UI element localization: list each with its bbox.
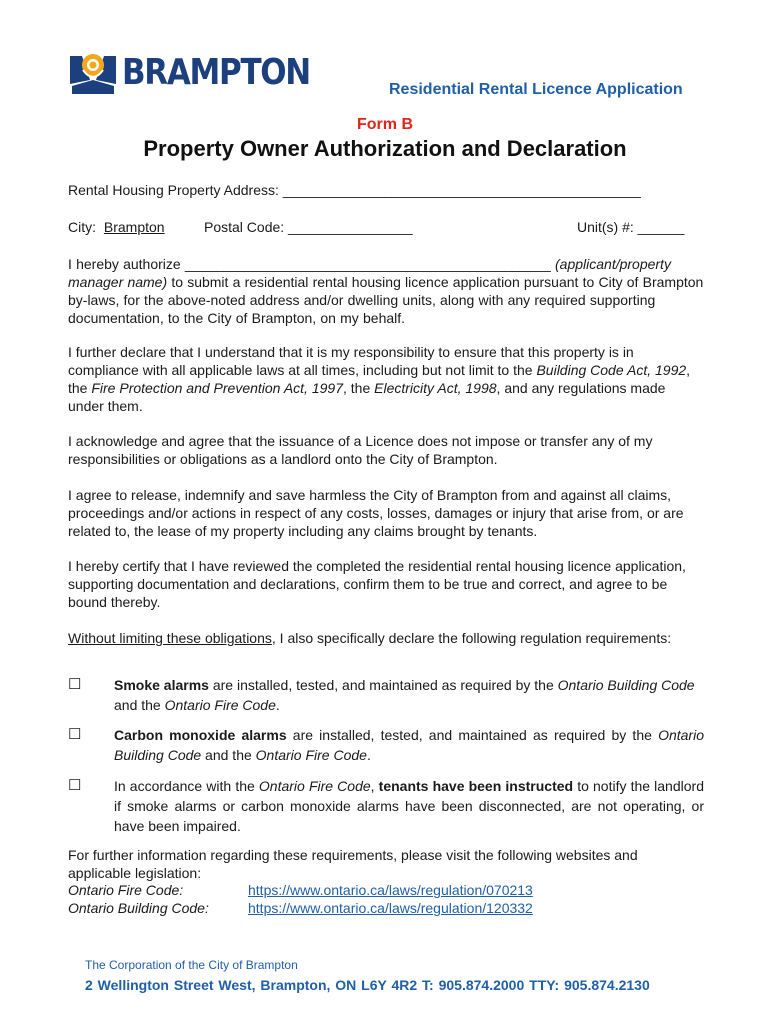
compliance-text-2: , and any regulations made under them. — [68, 380, 666, 414]
page-title: Property Owner Authorization and Declaration — [143, 136, 627, 161]
acknowledge-paragraph: I acknowledge and agree that the issuance of a Licence does not impose or transfer any of my responsibilities or obligations as a landlord onto the City of Brampton. — [68, 433, 653, 467]
brampton-flower-logo-icon — [68, 50, 118, 96]
smoke-end: . — [275, 697, 280, 713]
certify-paragraph: I hereby certify that I have reviewed the completed the residential rental housing licence application, supporting documentation and declarations, confirm them to be true and correct, and agree to be bound thereby. — [68, 558, 686, 610]
co-end: . — [366, 747, 371, 763]
co-fire-code: Ontario Fire Code — [255, 747, 367, 763]
units-field[interactable]: Unit(s) #: ______ — [577, 219, 685, 235]
requirements-intro-rest: , I also specifically declare the following regulation requirements: — [271, 630, 672, 646]
fire-code-label: Ontario Fire Code: — [68, 882, 184, 898]
city-row — [68, 219, 165, 235]
tenants-text-1: In accordance with the — [114, 778, 259, 794]
compliance-paragraph — [68, 343, 704, 415]
building-code-label: Ontario Building Code: — [68, 900, 209, 916]
application-title: Residential Rental Licence Application — [389, 81, 683, 98]
building-code-link[interactable]: https://www.ontario.ca/laws/regulation/120332 — [248, 900, 533, 916]
smoke-alarms-requirement — [114, 675, 704, 715]
footer-corporation: The Corporation of the City of Brampton — [85, 958, 298, 972]
smoke-building-code: Ontario Building Code — [557, 677, 695, 693]
smoke-alarms-checkbox[interactable]: ☐ — [68, 676, 82, 693]
co-alarms-requirement — [114, 725, 704, 765]
postal-code-field[interactable]: Postal Code: ________________ — [204, 219, 413, 235]
smoke-fire-code: Ontario Fire Code — [164, 697, 276, 713]
co-and: and the — [201, 747, 256, 763]
tenants-instructed-bold: tenants have been instructed — [378, 778, 574, 794]
city-value: Brampton — [103, 219, 165, 235]
co-alarms-bold: Carbon monoxide alarms — [114, 727, 287, 743]
compliance-sep-1: , the — [68, 362, 691, 396]
fire-code-link-row — [68, 881, 533, 899]
tenants-fire-code: Ontario Fire Code — [258, 778, 371, 794]
requirements-intro-underlined: Without limiting these obligations — [68, 630, 272, 646]
smoke-and: and the — [114, 697, 165, 713]
electricity-act: Electricity Act, 1998 — [374, 380, 497, 396]
logo-wordmark: BRAMPTON — [122, 52, 310, 93]
authorization-paragraph — [68, 255, 704, 327]
authorize-text-2: to submit a residential rental housing licence application pursuant to City of Brampton by-laws, for the above-noted address and/or dwelling units, along with any required supporting documentation, to the City of Brampton, on my behalf. — [68, 274, 704, 326]
form-label: Form B — [357, 116, 413, 133]
tenants-text-2: to notify the landlord if smoke alarms or carbon monoxide alarms have been disconnected, are not operating, or have been impaired. — [114, 778, 704, 834]
compliance-text-1: I further declare that I understand that it is my responsibility to ensure that this property is in compliance with all applicable laws at all times, including but not limit to the — [68, 344, 634, 378]
indemnify-paragraph: I agree to release, indemnify and save harmless the City of Brampton from and against all claims, proceedings and/or actions in respect of any costs, losses, damages or injury that arise from, or are related to, the lease of my property including any claims brought by tenants. — [68, 487, 684, 539]
tenants-instructed-checkbox[interactable]: ☐ — [68, 777, 82, 794]
fire-protection-act: Fire Protection and Prevention Act, 1997 — [91, 380, 343, 396]
requirements-intro — [68, 629, 704, 647]
co-building-code: Ontario Building Code — [114, 727, 704, 763]
fire-code-link[interactable]: https://www.ontario.ca/laws/regulation/070213 — [248, 882, 533, 898]
smoke-alarms-bold: Smoke alarms — [114, 677, 209, 693]
co-text-1: are installed, tested, and maintained as required by the — [286, 727, 659, 743]
building-code-link-row — [68, 899, 533, 917]
smoke-text-1: are installed, tested, and maintained as required by the — [208, 677, 558, 693]
applicant-name-hint: (applicant/property manager name) — [68, 256, 671, 290]
tenants-instructed-requirement — [114, 776, 704, 836]
property-address-field[interactable]: Rental Housing Property Address: ______________________________________________ — [68, 182, 641, 198]
brampton-logo — [68, 50, 341, 96]
authorize-text-1[interactable]: I hereby authorize _______________________________________________ — [68, 256, 555, 272]
compliance-sep-2: , the — [342, 380, 375, 396]
legislation-links — [68, 881, 533, 917]
tenants-sep: , — [370, 778, 379, 794]
city-label: City: — [68, 219, 96, 235]
co-alarms-checkbox[interactable]: ☐ — [68, 726, 82, 743]
footer-address: 2 Wellington Street West, Brampton, ON L6Y 4R2 T: 905.874.2000 TTY: 905.874.2130 — [85, 977, 650, 993]
building-code-act: Building Code Act, 1992 — [536, 362, 687, 378]
further-info-paragraph: For further information regarding these requirements, please visit the following websites and applicable legislation: — [68, 847, 638, 881]
